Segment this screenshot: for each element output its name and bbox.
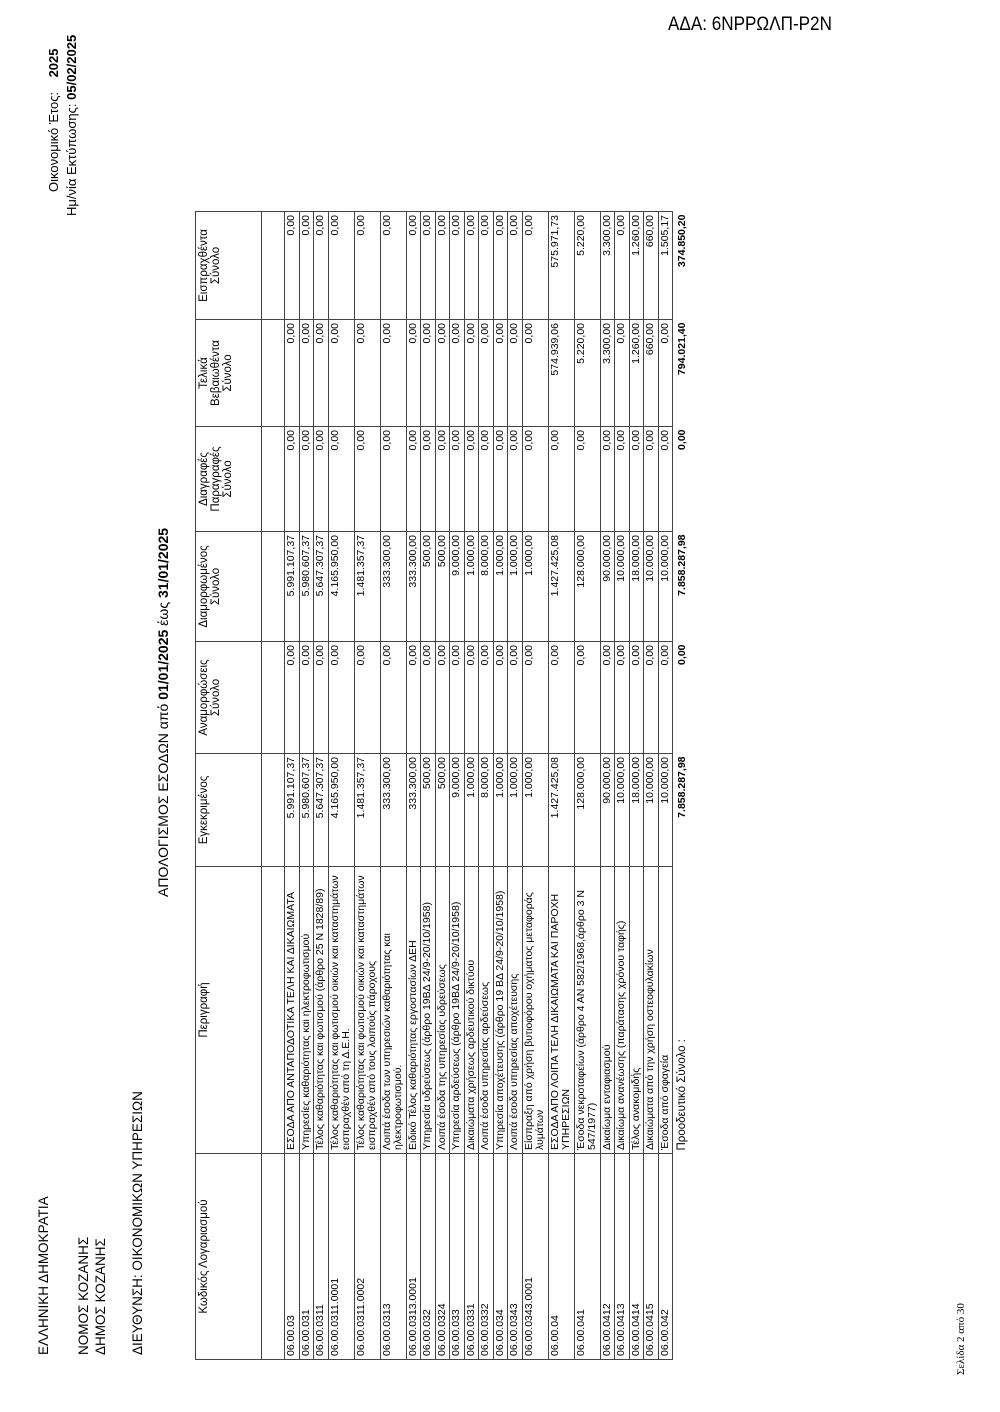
table-row <box>548 212 574 1360</box>
row-code: 06.00.0343.0001 <box>522 1154 548 1360</box>
row-amendments: 0,00 <box>522 642 548 754</box>
table-row <box>285 212 300 1360</box>
prefecture-label: ΝΟΜΟΣ ΚΟΖΑΝΗΣ <box>76 1236 91 1355</box>
row-collected: 0,00 <box>508 212 523 320</box>
table-row <box>450 212 465 1360</box>
row-writeoffs: 0,00 <box>548 427 574 532</box>
total-row <box>673 212 690 1360</box>
row-collected: 0,00 <box>299 212 314 320</box>
row-certified: 3.300,00 <box>600 320 615 427</box>
row-amendments: 0,00 <box>493 642 508 754</box>
row-code: 06.00.0412 <box>600 1154 615 1360</box>
row-amendments: 0,00 <box>328 642 354 754</box>
row-collected: 0,00 <box>464 212 479 320</box>
row-collected: 0,00 <box>354 212 380 320</box>
row-writeoffs: 0,00 <box>380 427 406 532</box>
directorate-label: ΔΙΕΥΘΥΝΣΗ: ΟΙΚΟΝΟΜΙΚΩΝ ΥΠΗΡΕΣΙΩΝ <box>130 1091 145 1355</box>
row-amendments: 0,00 <box>406 642 421 754</box>
table-row <box>435 212 450 1360</box>
row-approved: 18.000,00 <box>629 754 644 867</box>
revenue-table <box>195 211 690 1360</box>
row-description: Υπηρεσία αποχέτευσης (άρθρο 19 ΒΔ 24/9-20/10/1958) <box>493 867 508 1154</box>
row-writeoffs: 0,00 <box>450 427 465 532</box>
row-collected: 0,00 <box>421 212 436 320</box>
print-date-label: Ημ/νία Εκτύπωσης: <box>64 103 79 216</box>
row-code: 06.00.0313 <box>380 1154 406 1360</box>
row-amendments: 0,00 <box>615 642 630 754</box>
row-approved: 1.000,00 <box>508 754 523 867</box>
print-date <box>64 35 79 216</box>
row-certified: 0,00 <box>508 320 523 427</box>
row-formed: 18.000,00 <box>629 532 644 642</box>
row-certified: 0,00 <box>435 320 450 427</box>
row-collected: 660,00 <box>644 212 659 320</box>
municipality-label: ΔΗΜΟΣ ΚΟΖΑΝΗΣ <box>93 1238 108 1355</box>
table-row <box>493 212 508 1360</box>
row-collected: 0,00 <box>406 212 421 320</box>
col-header-certified: Τελικά Βεβαιωθέντα Σύνολο <box>196 320 262 427</box>
row-code: 06.00.042 <box>658 1154 673 1360</box>
row-writeoffs: 0,00 <box>522 427 548 532</box>
row-writeoffs: 0,00 <box>464 427 479 532</box>
row-certified: 0,00 <box>464 320 479 427</box>
fiscal-year-value: 2025 <box>46 48 61 78</box>
row-certified: 0,00 <box>406 320 421 427</box>
row-code: 06.00.033 <box>450 1154 465 1360</box>
row-formed: 1.427.425,08 <box>548 532 574 642</box>
col-header-approved: Εγκεκριμένος <box>196 754 262 867</box>
row-approved: 333.300,00 <box>380 754 406 867</box>
row-formed: 1.000,00 <box>522 532 548 642</box>
row-writeoffs: 0,00 <box>615 427 630 532</box>
row-approved: 1.000,00 <box>493 754 508 867</box>
row-approved: 90.000,00 <box>600 754 615 867</box>
row-collected: 0,00 <box>450 212 465 320</box>
row-code: 06.00.0324 <box>435 1154 450 1360</box>
row-writeoffs: 0,00 <box>314 427 329 532</box>
row-description: Έσοδα νεκροταφείων (άρθρο 4 ΑΝ 582/1968,άρθρο 3 Ν 547/1977) <box>574 867 600 1154</box>
table-header-row <box>196 212 262 1360</box>
row-description: Τέλος καθαριότητας και φωτισμού (άρθρο 25 Ν 1828/89) <box>314 867 329 1154</box>
row-writeoffs: 0,00 <box>354 427 380 532</box>
row-certified: 0,00 <box>354 320 380 427</box>
row-collected: 0,00 <box>615 212 630 320</box>
row-certified: 574.939,06 <box>548 320 574 427</box>
row-description: Δικαίωμα ανανέωσης (παράτασης χρόνου ταφής) <box>615 867 630 1154</box>
row-description: Τέλος ανακομιδής <box>629 867 644 1154</box>
row-writeoffs: 0,00 <box>600 427 615 532</box>
row-amendments: 0,00 <box>450 642 465 754</box>
row-certified: 0,00 <box>479 320 494 427</box>
row-code: 06.00.041 <box>574 1154 600 1360</box>
table-row <box>421 212 436 1360</box>
row-collected: 0,00 <box>328 212 354 320</box>
row-approved: 9.000,00 <box>450 754 465 867</box>
row-amendments: 0,00 <box>380 642 406 754</box>
row-formed: 1.000,00 <box>464 532 479 642</box>
row-formed: 4.165.950,00 <box>328 532 354 642</box>
row-code: 06.00.0414 <box>629 1154 644 1360</box>
row-formed: 1.481.357,37 <box>354 532 380 642</box>
table-row <box>354 212 380 1360</box>
col-header-collected: Εισπραχθέντα Σύνολο <box>196 212 262 320</box>
row-formed: 500,00 <box>435 532 450 642</box>
row-formed: 333.300,00 <box>380 532 406 642</box>
col-header-description: Περιγραφή <box>196 867 262 1154</box>
row-description: Είσπραξη από χρήση βυτιοφόρου οχήματος μεταφοράς λυμάτων <box>522 867 548 1154</box>
row-approved: 1.000,00 <box>464 754 479 867</box>
row-amendments: 0,00 <box>644 642 659 754</box>
fiscal-year-label: Οικονομικό Έτος: <box>46 91 61 192</box>
row-code: 06.00.04 <box>548 1154 574 1360</box>
total-amendments: 0,00 <box>676 644 688 665</box>
row-description: Ειδικό Τέλος καθαριότητας εργοστασίων ΔΕΗ <box>406 867 421 1154</box>
table-row <box>658 212 673 1360</box>
row-certified: 0,00 <box>299 320 314 427</box>
row-description: Υπηρεσία αρδεύσεως (άρθρο 19ΒΔ 24/9-20/10/1958) <box>450 867 465 1154</box>
row-approved: 128.000,00 <box>574 754 600 867</box>
table-row <box>328 212 354 1360</box>
row-writeoffs: 0,00 <box>574 427 600 532</box>
row-formed: 1.000,00 <box>508 532 523 642</box>
row-formed: 10.000,00 <box>644 532 659 642</box>
row-description: Λοιπά έσοδα των υπηρεσιών καθαριότητας και ηλεκτροφωτισμού. <box>380 867 406 1154</box>
row-formed: 9.000,00 <box>450 532 465 642</box>
row-certified: 0,00 <box>328 320 354 427</box>
row-code: 06.00.0311.0001 <box>328 1154 354 1360</box>
row-code: 06.00.0413 <box>615 1154 630 1360</box>
title-to-date: 31/01/2025 <box>155 527 171 598</box>
row-amendments: 0,00 <box>629 642 644 754</box>
row-code: 06.00.0332 <box>479 1154 494 1360</box>
row-code: 06.00.0343 <box>508 1154 523 1360</box>
row-certified: 0,00 <box>522 320 548 427</box>
row-amendments: 0,00 <box>285 642 300 754</box>
row-collected: 1.260,00 <box>629 212 644 320</box>
row-collected: 0,00 <box>522 212 548 320</box>
title-prefix: ΑΠΟΛΟΓΙΣΜΟΣ ΕΣΟΔΩΝ από <box>155 703 171 897</box>
row-amendments: 0,00 <box>574 642 600 754</box>
table-row <box>380 212 406 1360</box>
row-code: 06.00.0415 <box>644 1154 659 1360</box>
table-row <box>629 212 644 1360</box>
table-row <box>508 212 523 1360</box>
row-code: 06.00.0311.0002 <box>354 1154 380 1360</box>
row-writeoffs: 0,00 <box>285 427 300 532</box>
row-code: 06.00.0331 <box>464 1154 479 1360</box>
row-approved: 333.300,00 <box>406 754 421 867</box>
row-description: Υπηρεσία υδρεύσεως (άρθρο 19ΒΔ 24/9-20/10/1958) <box>421 867 436 1154</box>
row-certified: 0,00 <box>285 320 300 427</box>
row-writeoffs: 0,00 <box>493 427 508 532</box>
row-certified: 1.260,00 <box>629 320 644 427</box>
row-writeoffs: 0,00 <box>629 427 644 532</box>
col-header-code: Κωδικός Λογαριασμού <box>196 1154 262 1360</box>
row-amendments: 0,00 <box>600 642 615 754</box>
row-collected: 5.220,00 <box>574 212 600 320</box>
row-collected: 0,00 <box>479 212 494 320</box>
row-code: 06.00.0313.0001 <box>406 1154 421 1360</box>
row-certified: 0,00 <box>380 320 406 427</box>
row-collected: 0,00 <box>314 212 329 320</box>
row-collected: 0,00 <box>493 212 508 320</box>
row-certified: 5.220,00 <box>574 320 600 427</box>
page-number: Σελίδα 2 από 30 <box>955 1303 967 1375</box>
row-formed: 5.991.107,37 <box>285 532 300 642</box>
table-row <box>406 212 421 1360</box>
row-writeoffs: 0,00 <box>328 427 354 532</box>
row-amendments: 0,00 <box>508 642 523 754</box>
row-writeoffs: 0,00 <box>644 427 659 532</box>
row-description: Δικαίωμα ενταφιασμού <box>600 867 615 1154</box>
table-row <box>522 212 548 1360</box>
row-collected: 3.300,00 <box>600 212 615 320</box>
row-formed: 10.000,00 <box>658 532 673 642</box>
report-title <box>155 528 171 897</box>
row-formed: 1.000,00 <box>493 532 508 642</box>
table-row <box>644 212 659 1360</box>
row-writeoffs: 0,00 <box>421 427 436 532</box>
row-collected: 0,00 <box>380 212 406 320</box>
row-description: Δικαιώματα χρήσεως αρδευτικού δικτύου <box>464 867 479 1154</box>
table-subheader-row <box>262 212 285 1360</box>
row-approved: 5.647.307,37 <box>314 754 329 867</box>
row-description: Δικαιώματα από την χρήση οστεοφυλακίων <box>644 867 659 1154</box>
table-row <box>615 212 630 1360</box>
row-collected: 1.505,17 <box>658 212 673 320</box>
table-row <box>464 212 479 1360</box>
row-collected: 0,00 <box>435 212 450 320</box>
row-certified: 0,00 <box>314 320 329 427</box>
row-approved: 4.165.950,00 <box>328 754 354 867</box>
table-row <box>314 212 329 1360</box>
row-approved: 5.980.607,37 <box>299 754 314 867</box>
row-amendments: 0,00 <box>354 642 380 754</box>
table-row <box>600 212 615 1360</box>
row-amendments: 0,00 <box>464 642 479 754</box>
col-header-formed: Διαμορφωμένος Σύνολο <box>196 532 262 642</box>
col-header-amendments: Αναμορφώσεις Σύνολο <box>196 642 262 754</box>
row-approved: 10.000,00 <box>658 754 673 867</box>
row-certified: 0,00 <box>658 320 673 427</box>
title-middle: έως <box>155 601 171 626</box>
row-certified: 0,00 <box>421 320 436 427</box>
total-label: Προοδευτικό Σύνολο : <box>676 1039 688 1151</box>
total-certified: 794.021,40 <box>676 322 688 376</box>
row-code: 06.00.032 <box>421 1154 436 1360</box>
row-amendments: 0,00 <box>299 642 314 754</box>
title-from-date: 01/01/2025 <box>155 629 171 700</box>
print-date-value: 05/02/2025 <box>64 34 79 100</box>
row-description: Τέλος καθαριότητας και φωτισμού οικιών και καταστημάτων εισπραχθέν από τους λοιπούς πάροχους <box>354 867 380 1154</box>
row-description: Λοιπά έσοδα υπηρεσίας αρδεύσεως <box>479 867 494 1154</box>
row-writeoffs: 0,00 <box>658 427 673 532</box>
row-formed: 5.647.307,37 <box>314 532 329 642</box>
row-formed: 8.000,00 <box>479 532 494 642</box>
table-row <box>299 212 314 1360</box>
row-certified: 0,00 <box>615 320 630 427</box>
row-formed: 90.000,00 <box>600 532 615 642</box>
row-code: 06.00.0311 <box>314 1154 329 1360</box>
row-approved: 1.481.357,37 <box>354 754 380 867</box>
total-collected: 374.850,20 <box>676 214 688 268</box>
row-formed: 10.000,00 <box>615 532 630 642</box>
row-amendments: 0,00 <box>435 642 450 754</box>
fiscal-year <box>46 49 61 193</box>
republic-label: ΕΛΛΗΝΙΚΗ ΔΗΜΟΚΡΑΤΙΑ <box>36 1196 51 1355</box>
row-formed: 128.000,00 <box>574 532 600 642</box>
row-amendments: 0,00 <box>479 642 494 754</box>
row-certified: 660,00 <box>644 320 659 427</box>
row-description: ΕΣΟΔΑ ΑΠΟ ΑΝΤΑΠΟΔΟΤΙΚΑ ΤΕΛΗ ΚΑΙ ΔΙΚΑΙΩΜΑΤΑ <box>285 867 300 1154</box>
row-certified: 0,00 <box>493 320 508 427</box>
row-writeoffs: 0,00 <box>435 427 450 532</box>
row-amendments: 0,00 <box>548 642 574 754</box>
total-spacer <box>673 1154 690 1360</box>
total-writeoffs: 0,00 <box>676 429 688 450</box>
row-description: Λοιπά έσοδα της υπηρεσίας υδρεύσεως <box>435 867 450 1154</box>
row-formed: 5.980.607,37 <box>299 532 314 642</box>
row-formed: 500,00 <box>421 532 436 642</box>
row-code: 06.00.031 <box>299 1154 314 1360</box>
total-formed: 7.858.287,98 <box>676 534 688 596</box>
row-code: 06.00.034 <box>493 1154 508 1360</box>
row-description: ΕΣΟΔΑ ΑΠΟ ΛΟΙΠΑ ΤΕΛΗ ΔΙΚΑΙΩΜΑΤΑ ΚΑΙ ΠΑΡΟΧΗ ΥΠΗΡΕΣΙΩΝ <box>548 867 574 1154</box>
row-collected: 575.971,73 <box>548 212 574 320</box>
row-amendments: 0,00 <box>421 642 436 754</box>
row-approved: 5.991.107,37 <box>285 754 300 867</box>
row-description: Λοιπά έσοδα υπηρεσίας αποχέτευσης <box>508 867 523 1154</box>
row-writeoffs: 0,00 <box>508 427 523 532</box>
row-writeoffs: 0,00 <box>406 427 421 532</box>
row-approved: 1.427.425,08 <box>548 754 574 867</box>
row-approved: 500,00 <box>435 754 450 867</box>
row-writeoffs: 0,00 <box>299 427 314 532</box>
row-description: Υπηρεσίες καθαριότητας και ηλεκτροφωτισμού <box>299 867 314 1154</box>
ada-code: ΑΔΑ: 6ΝΡΡΩΛΠ-Ρ2Ν <box>668 14 832 35</box>
row-description: Έσοδα από σφαγεία <box>658 867 673 1154</box>
row-amendments: 0,00 <box>658 642 673 754</box>
row-approved: 10.000,00 <box>615 754 630 867</box>
table-row <box>574 212 600 1360</box>
row-amendments: 0,00 <box>314 642 329 754</box>
row-approved: 1.000,00 <box>522 754 548 867</box>
row-approved: 8.000,00 <box>479 754 494 867</box>
table-row <box>479 212 494 1360</box>
row-collected: 0,00 <box>285 212 300 320</box>
col-header-writeoffs: Διαγραφές Παραγραφές Σύνολο <box>196 427 262 532</box>
row-description: Τέλος καθαριότητας και φωτισμού οικιών και καταστημάτων εισπραχθέν από τη Δ.Ε.Η. <box>328 867 354 1154</box>
row-writeoffs: 0,00 <box>479 427 494 532</box>
row-certified: 0,00 <box>450 320 465 427</box>
row-approved: 10.000,00 <box>644 754 659 867</box>
row-approved: 500,00 <box>421 754 436 867</box>
row-formed: 333.300,00 <box>406 532 421 642</box>
total-approved: 7.858.287,98 <box>676 756 688 818</box>
row-code: 06.00.03 <box>285 1154 300 1360</box>
